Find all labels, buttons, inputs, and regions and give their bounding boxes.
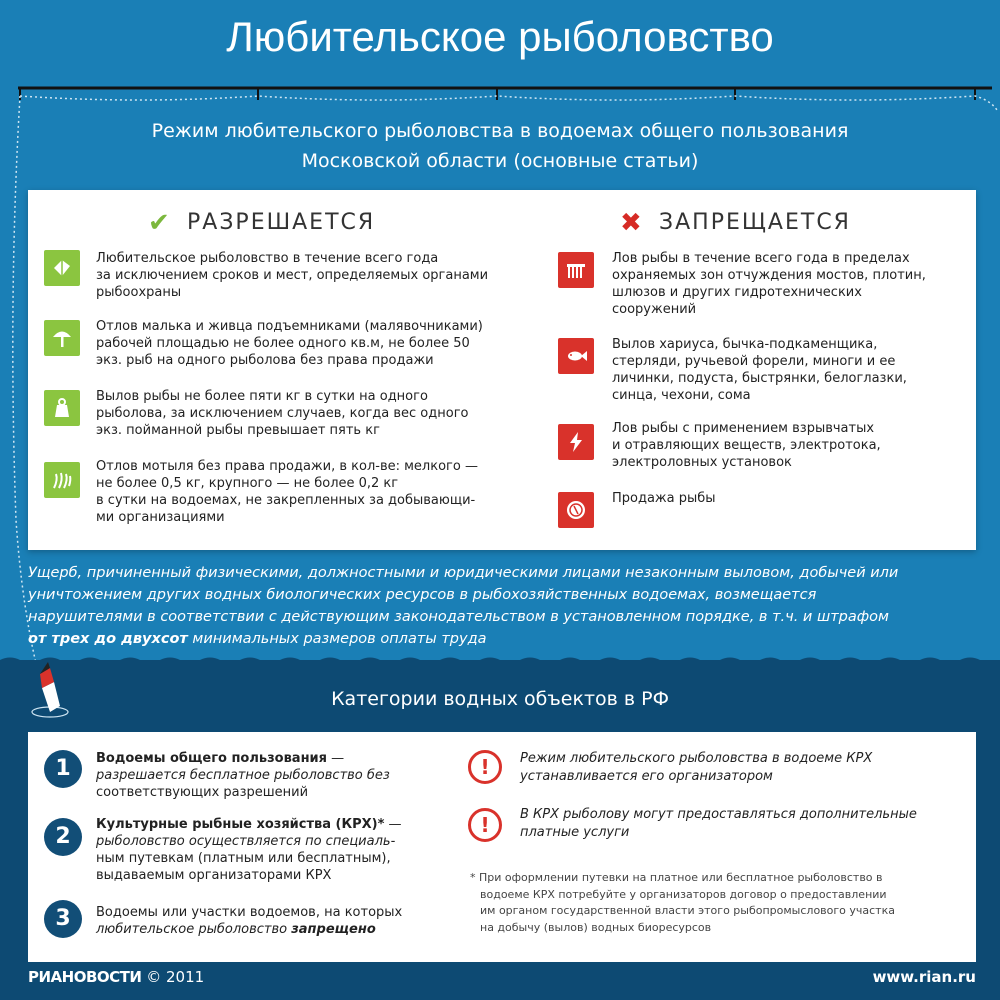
warning-icon: ! <box>468 808 502 842</box>
category-3: Водоемы или участки водоемов, на которых любительское рыболовство запрещено <box>96 905 403 937</box>
forbidden-item-3: Лов рыбы с применением взрывчатых и отравляющих веществ, электротока, электроловных установок <box>612 421 881 470</box>
number-badge-2: 2 <box>44 818 82 856</box>
forbidden-item-4: Продажа рыбы <box>612 491 716 506</box>
fish-icon <box>558 338 594 374</box>
number-badge-3: 3 <box>44 900 82 938</box>
allowed-item-2: Отлов малька и живца подъемниками (малявочниками) рабочей площадью не более одного кв.м, не более 50 экз. рыб на одного рыболова без права продажи <box>96 319 483 368</box>
check-icon: ✔ <box>148 208 172 238</box>
rules-panel <box>28 190 976 550</box>
cube-icon <box>44 250 80 286</box>
allowed-item-1: Любительское рыболовство в течение всего года за исключением сроков и мест, определяемых органами рыбоохраны <box>96 251 489 300</box>
coin-icon <box>558 492 594 528</box>
liability-notice: Ущерб, причиненный физическими, должностными и юридическими лицами незаконным выловом, добычей или уничтожением других водных биологических ресурсов в рыбохозяйственных водоемах, возмещается нарушителями в соответствии с действующим законодательством в установленном порядке, в т.ч. и штрафом от трех до двухсот минимальных размеров оплаты труда <box>28 565 899 647</box>
lift-net-icon <box>44 320 80 356</box>
weight-icon <box>44 390 80 426</box>
categories-title: Категории водных объектов в РФ <box>331 688 669 710</box>
site-url[interactable]: www.rian.ru <box>872 968 976 986</box>
page-title: Любительское рыболовство <box>226 13 774 60</box>
footnote: * При оформлении путевки на платное или бесплатное рыболовство в водоеме КРХ потребуйте у организаторов договор о предоставлении им органом государственной власти этого рыбопромыслового участка на добычу (вылов) водных биоресурсов <box>470 871 895 934</box>
cross-icon: ✖ <box>620 208 644 238</box>
forbidden-item-1: Лов рыбы в течение всего года в пределах охраняемых зон отчуждения мостов, плотин, шлюзов и других гидротехнических сооружений <box>612 251 926 317</box>
lightning-icon <box>558 424 594 460</box>
krh-note-1: Режим любительского рыболовства в водоеме КРХ устанавливается его организатором <box>520 751 873 784</box>
forbidden-item-2: Вылов хариуса, бычка-подкаменщика, стерляди, ручьевой форели, миноги и ее личинки, подуста, быстрянки, белоглазки, синца, чехони, сома <box>612 337 907 403</box>
allowed-item-3: Вылов рыбы не более пяти кг в сутки на одного рыболова, за исключением случаев, когда вес одного экз. пойманной рыбы превышает пять кг <box>96 389 469 438</box>
warning-icon: ! <box>468 750 502 784</box>
category-1: Водоемы общего пользования — разрешается бесплатное рыболовство без соответствующих разрешений <box>96 751 390 800</box>
category-2: Культурные рыбные хозяйства (КРХ)* — рыболовство осуществляется по специаль- ным путевкам (платным или бесплатным), выдаваемым организаторами КРХ <box>96 817 402 883</box>
subtitle: Режим любительского рыболовства в водоемах общего пользования Московской области (основные статьи) <box>151 120 849 172</box>
brand-logo: РИАНОВОСТИ © 2011 <box>28 968 205 986</box>
number-badge-1: 1 <box>44 750 82 788</box>
bloodworm-icon <box>44 462 80 498</box>
allowed-heading: ✔ РАЗРЕШАЕТСЯ <box>148 208 376 238</box>
forbidden-heading: ✖ ЗАПРЕЩАЕТСЯ <box>620 208 851 238</box>
dam-icon <box>558 252 594 288</box>
krh-note-2: В КРХ рыболову могут предоставляться дополнительные платные услуги <box>520 807 917 840</box>
allowed-item-4: Отлов мотыля без права продажи, в кол-ве: мелкого — не более 0,5 кг, крупного — не более 0,2 кг в сутки на водоемах, не закрепленных за добывающи- ми организациями <box>96 459 478 525</box>
